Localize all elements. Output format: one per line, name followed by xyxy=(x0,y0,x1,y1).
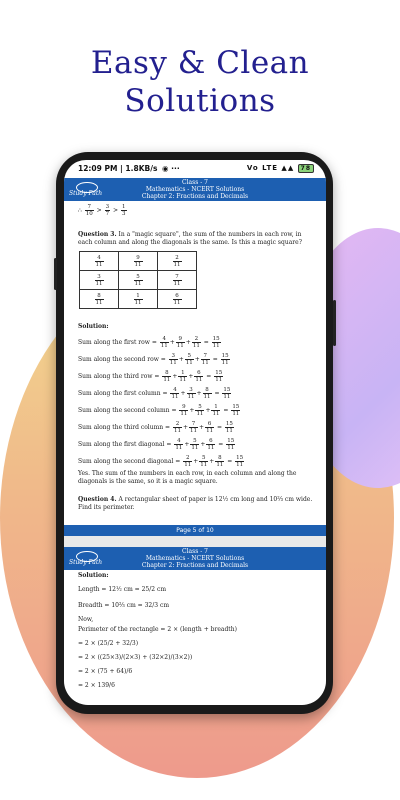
solution-label: Solution: xyxy=(78,323,109,330)
question-3: Question 3. In a "magic square", the sum of the numbers in each row, in each column and along the diagonals is the same. Is this a magic square? xyxy=(78,231,302,246)
length-line: Length = 12½ cm = 25/2 cm xyxy=(78,586,167,593)
page-2-content xyxy=(78,572,316,690)
magic-square-cell: $\frac{3}{11}$ xyxy=(80,271,119,290)
header-subject: Mathematics - NCERT Solutions xyxy=(145,186,245,193)
study-path-logo-2: Study Path xyxy=(68,551,104,567)
status-time: 12:09 PM | 1.8KB/s xyxy=(78,164,158,173)
perimeter-step-4: = 2 × 139/6 xyxy=(78,682,115,689)
perimeter-line: Perimeter of the rectangle = 2 × (length + breadth) xyxy=(78,626,237,633)
header-class: Class - 7 xyxy=(182,179,208,186)
magic-square-cell: $\frac{5}{11}$ xyxy=(119,271,158,290)
phone-volume-button xyxy=(54,258,57,290)
question-4: Question 4. A rectangular sheet of paper is 12½ cm long and 10⅔ cm wide. Find its perimeter. xyxy=(78,496,313,511)
magic-square-cell: $\frac{7}{11}$ xyxy=(158,271,197,290)
now-text: Now, xyxy=(78,616,94,623)
document-header-page-2 xyxy=(64,547,326,570)
status-notification-icons: ◉ ··· xyxy=(162,164,180,173)
magic-square-cell: $\frac{2}{11}$ xyxy=(158,252,197,271)
header-subject-2: Mathematics - NCERT Solutions xyxy=(145,555,245,562)
magic-square-table xyxy=(79,251,197,309)
perimeter-step-1: = 2 × (25/2 + 32/3) xyxy=(78,640,139,647)
battery-icon: 78 xyxy=(298,164,314,173)
sums-list xyxy=(78,334,316,470)
page-content xyxy=(78,203,316,512)
magic-square-row xyxy=(80,271,197,290)
sum-row: Sum along the third column = $\frac{2}{11}$ + $\frac{7}{11}$ + $\frac{6}{11}$ = $\frac{15}{11}$ xyxy=(78,421,233,434)
magic-square-cell: $\frac{8}{11}$ xyxy=(80,290,119,309)
magic-square-row xyxy=(80,252,197,271)
perimeter-step-3: = 2 × (75 + 64)/6 xyxy=(78,668,133,675)
conclusion-text: Yes. The sum of the numbers in each row, in each column and along the diagonals is the same, so it is a magic square. xyxy=(78,470,297,485)
breadth-line: Breadth = 10⅔ cm = 32/3 cm xyxy=(78,602,170,609)
study-path-logo: Study Path xyxy=(68,182,104,198)
sum-row: Sum along the first row = $\frac{4}{11}$ + $\frac{9}{11}$ + $\frac{2}{11}$ = $\frac{15}{11}$ xyxy=(78,336,220,349)
headline-line-2: Solutions xyxy=(124,83,276,119)
magic-square-cell: $\frac{6}{11}$ xyxy=(158,290,197,309)
header-class-2: Class - 7 xyxy=(182,548,208,555)
sum-row: Sum along the second column = $\frac{9}{11}$ + $\frac{5}{11}$ + $\frac{1}{11}$ = $\frac{15}{11}$ xyxy=(78,404,240,417)
solution-label-2: Solution: xyxy=(78,572,109,579)
header-chapter: Chapter 2: Fractions and Decimals xyxy=(141,193,249,200)
ordering-result: ∴ $\frac{7}{10}$ > $\frac{3}{7}$ > $\frac{1}{3}$ xyxy=(78,204,126,217)
promo-headline xyxy=(0,44,400,120)
magic-square-cell: $\frac{9}{11}$ xyxy=(119,252,158,271)
document-header xyxy=(64,178,326,201)
status-right-icons xyxy=(247,164,314,173)
phone-power-button xyxy=(333,300,336,346)
magic-square-cell: $\frac{1}{11}$ xyxy=(119,290,158,309)
header-chapter-2: Chapter 2: Fractions and Decimals xyxy=(141,562,249,569)
status-bar xyxy=(64,160,326,178)
signal-icon: Vo LTE ▲▲ xyxy=(246,164,295,172)
magic-square-row xyxy=(80,290,197,309)
perimeter-step-2: = 2 × ((25×3)/(2×3) + (32×2)/(3×2)) xyxy=(78,654,193,661)
phone-screen xyxy=(64,160,326,705)
sum-row: Sum along the second diagonal = $\frac{2}{11}$ + $\frac{5}{11}$ + $\frac{8}{11}$ = $\frac{15}{11}$ xyxy=(78,455,244,468)
sum-row: Sum along the first diagonal = $\frac{4}{11}$ + $\frac{5}{11}$ + $\frac{6}{11}$ = $\frac{15}{11}$ xyxy=(78,438,235,451)
sum-row: Sum along the third row = $\frac{8}{11}$ + $\frac{1}{11}$ + $\frac{6}{11}$ = $\frac{15}{11}$ xyxy=(78,370,223,383)
sum-row: Sum along the second row = $\frac{3}{11}$ + $\frac{5}{11}$ + $\frac{7}{11}$ = $\frac{15}{11}$ xyxy=(78,353,229,366)
page-gap xyxy=(64,536,326,547)
headline-line-1: Easy & Clean xyxy=(90,45,310,81)
magic-square-cell: $\frac{4}{11}$ xyxy=(80,252,119,271)
sum-row: Sum along the first column = $\frac{4}{11}$ + $\frac{3}{11}$ + $\frac{8}{11}$ = $\frac{15}{11}$ xyxy=(78,387,231,400)
page-indicator: Page 5 of 10 xyxy=(64,525,326,536)
